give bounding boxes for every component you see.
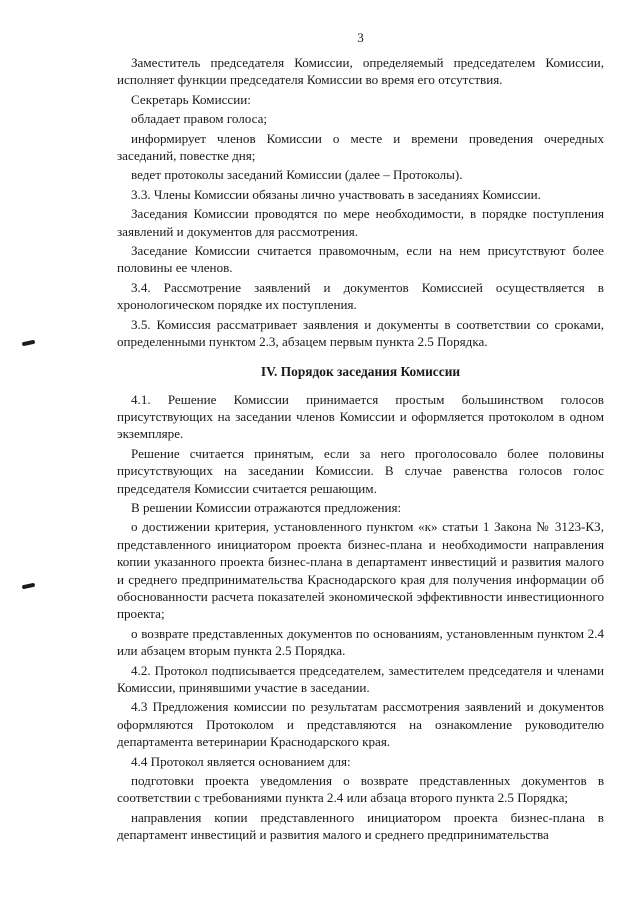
section-three-body bbox=[117, 54, 604, 351]
paragraph: Заседания Комиссии проводятся по мере необходимости, в порядке поступления заявлений и документов для рассмотрения. bbox=[117, 206, 604, 239]
paragraph: 4.3 Предложения комиссии по результатам рассмотрения заявлений и документов оформляются Протоколом и представляются на ознакомление руководителю департамента ветеринарии Краснодарского края. bbox=[117, 699, 604, 750]
paragraph: о достижении критерия, установленного пунктом «к» статьи 1 Закона № 3123-КЗ, представленного инициатором проекта бизнес-плана и необходимости направления копии указанного проекта бизнес-плана в департамент инвестиций и развития малого и среднего предпринимательства Краснодарского края для получения информации об обоснованности расчета показателей экономической эффективности инвестиционного проекта; bbox=[117, 519, 604, 622]
paragraph: направления копии представленного инициатором проекта бизнес-плана в департамент инвестиций и развития малого и среднего предпринимательства bbox=[117, 809, 604, 843]
margin-mark bbox=[22, 340, 36, 347]
paragraph: 3.4. Рассмотрение заявлений и документов Комиссией осуществляется в хронологическом порядке их поступления. bbox=[117, 279, 604, 313]
paragraph: 4.4 Протокол является основанием для: bbox=[131, 753, 351, 769]
paragraph: Решение считается принятым, если за него проголосовало более половины присутствующих на заседании Комиссии. В случае равенства голосов голос председателя Комиссии считается решающим. bbox=[117, 445, 604, 496]
paragraph: Заместитель председателя Комиссии, определяемый председателем Комиссии, исполняет функции председателя Комиссии во время его отсутствия. bbox=[117, 55, 604, 88]
section-four-body bbox=[117, 391, 604, 844]
page-number: 3 bbox=[357, 30, 364, 45]
paragraph: обладает правом голоса; bbox=[131, 111, 268, 127]
paragraph: 4.1. Решение Комиссии принимается простым большинством голосов присутствующих на заседании членов Комиссии и оформляется протоколом в одном экземпляре. bbox=[117, 391, 604, 442]
paragraph: ведет протоколы заседаний Комиссии (далее – Протоколы). bbox=[131, 167, 463, 183]
paragraph: Секретарь Комиссии: bbox=[131, 91, 251, 107]
section-heading: IV. Порядок заседания Комиссии bbox=[260, 363, 461, 379]
paragraph: 3.3. Члены Комиссии обязаны лично участвовать в заседаниях Комиссии. bbox=[131, 186, 541, 202]
paragraph: Заседание Комиссии считается правомочным, если на нем присутствуют более половины ее членов. bbox=[117, 243, 604, 276]
margin-mark bbox=[22, 583, 36, 590]
paragraph: 4.2. Протокол подписывается председателем, заместителем председателя и членами Комиссии, принявшими участие в заседании. bbox=[117, 662, 604, 695]
paragraph: 3.5. Комиссия рассматривает заявления и документы в соответствии со сроками, определенными пунктом 2.3, абзацем первым пункта 2.5 Порядка. bbox=[117, 316, 604, 350]
paragraph: информирует членов Комиссии о месте и времени проведения очередных заседаний, повестке дня; bbox=[117, 130, 604, 164]
paragraph: подготовки проекта уведомления о возврате представленных документов в соответствии с требованиями пункта 2.4 или абзаца второго пункта 2.5 Порядка; bbox=[117, 773, 604, 806]
paragraph: В решении Комиссии отражаются предложения: bbox=[131, 499, 402, 515]
paragraph: о возврате представленных документов по основаниям, установленным пунктом 2.4 или абзацем вторым пункта 2.5 Порядка. bbox=[117, 625, 604, 659]
